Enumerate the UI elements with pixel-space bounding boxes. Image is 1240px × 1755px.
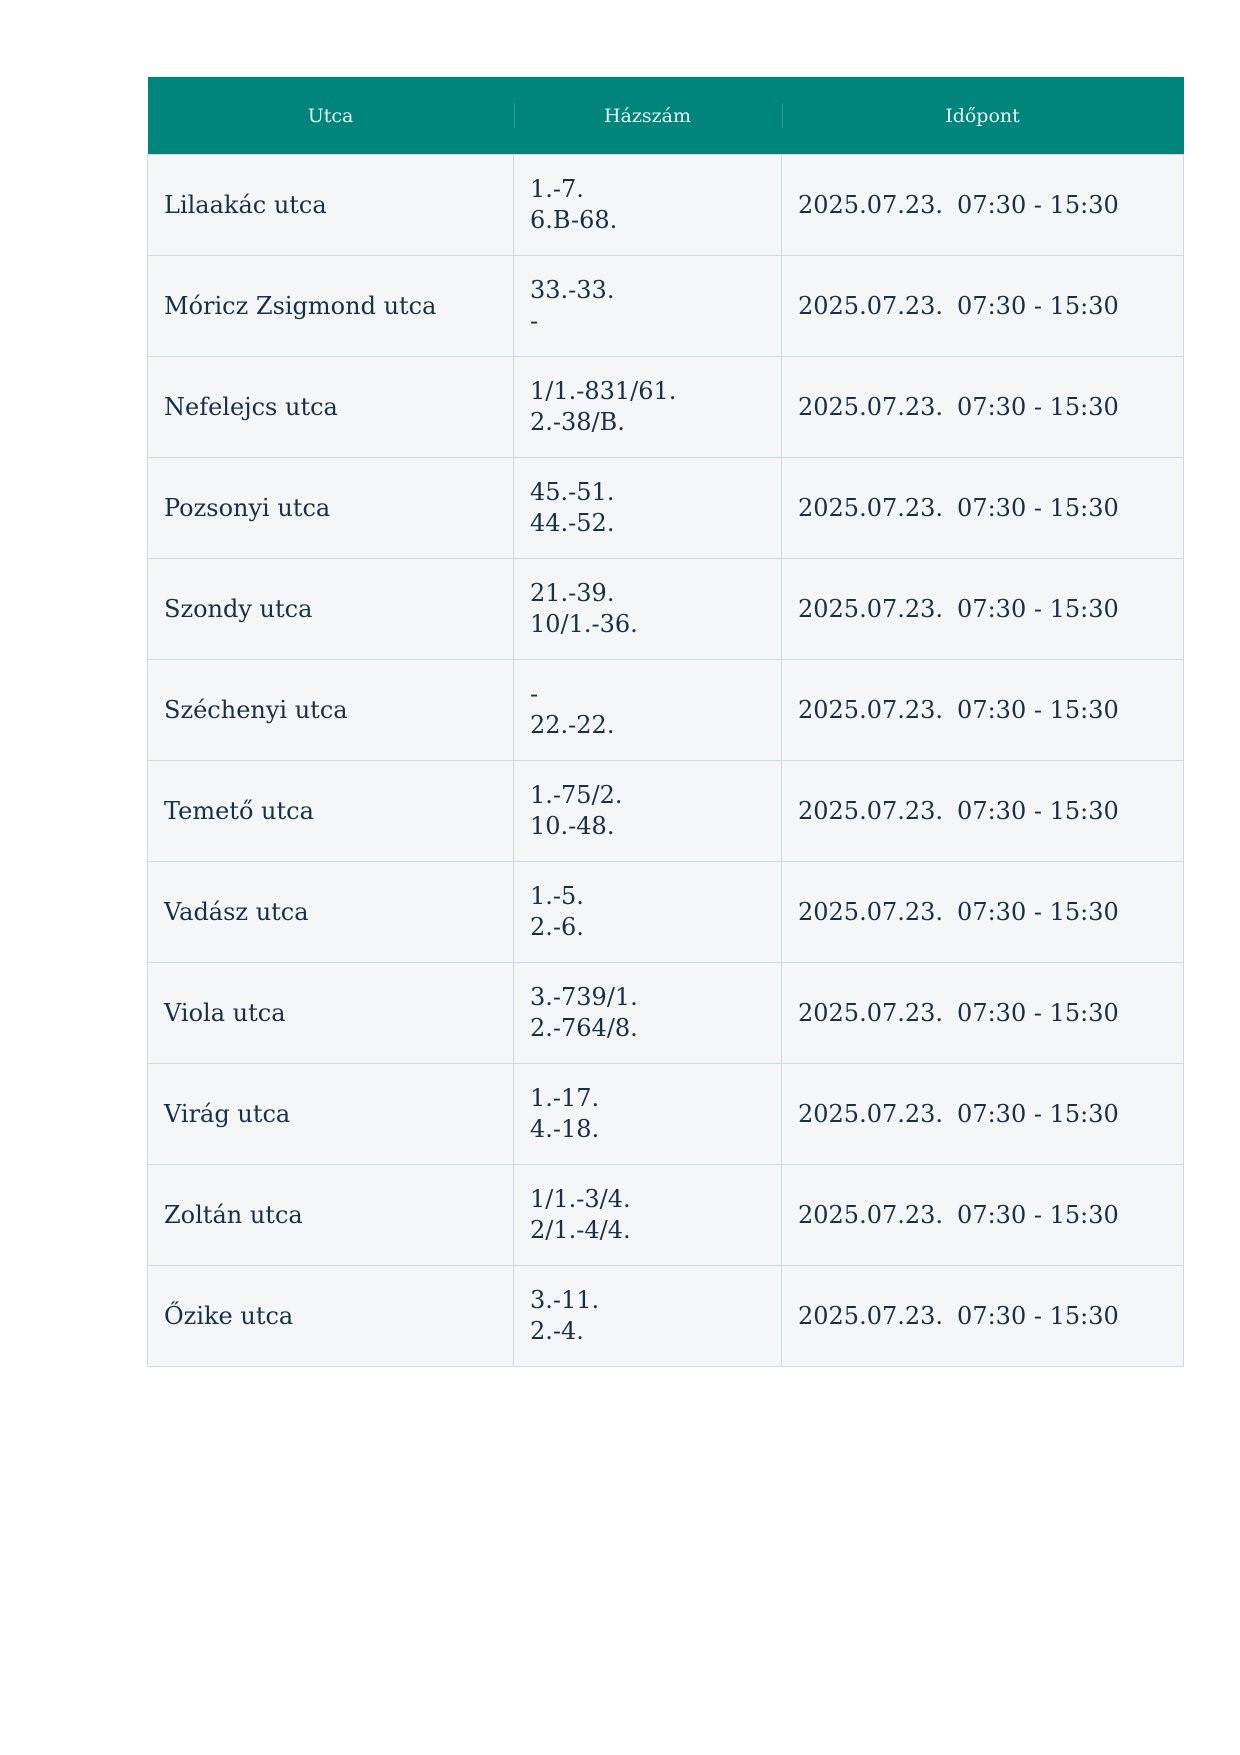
street-cell: Virág utca [148, 1064, 514, 1165]
house-number-cell [514, 357, 782, 458]
time-cell [782, 155, 1184, 256]
table-row [148, 559, 1184, 660]
table-row [148, 256, 1184, 357]
street-cell: Vadász utca [148, 862, 514, 963]
time-cell [782, 862, 1184, 963]
table-row [148, 458, 1184, 559]
house-number-range-odd: 3.-739/1. [530, 983, 638, 1011]
house-number-range-even: 2.-6. [530, 913, 584, 941]
street-cell: Móricz Zsigmond utca [148, 256, 514, 357]
time-cell [782, 761, 1184, 862]
outage-date: 2025.07.23. [798, 696, 944, 724]
outage-date: 2025.07.23. [798, 393, 944, 421]
outage-date: 2025.07.23. [798, 292, 944, 320]
street-cell: Őzike utca [148, 1266, 514, 1367]
schedule-sheet [147, 77, 1183, 1367]
outage-date: 2025.07.23. [798, 898, 944, 926]
header-row [148, 77, 1184, 155]
time-cell [782, 1165, 1184, 1266]
house-number-range-odd: 1.-7. [530, 175, 584, 203]
outage-date: 2025.07.23. [798, 494, 944, 522]
house-number-range-odd: 33.-33. [530, 276, 615, 304]
house-number-range-even: 2/1.-4/4. [530, 1216, 631, 1244]
outage-date: 2025.07.23. [798, 191, 944, 219]
table-row [148, 357, 1184, 458]
table-body [148, 155, 1184, 1367]
time-cell [782, 1266, 1184, 1367]
street-cell: Széchenyi utca [148, 660, 514, 761]
street-cell: Nefelejcs utca [148, 357, 514, 458]
table-row [148, 761, 1184, 862]
house-number-range-odd: 1.-5. [530, 882, 584, 910]
house-number-cell [514, 862, 782, 963]
outage-date: 2025.07.23. [798, 1201, 944, 1229]
house-number-range-even: 10/1.-36. [530, 610, 638, 638]
house-number-range-even: 22.-22. [530, 711, 615, 739]
table-row [148, 660, 1184, 761]
house-number-range-even: 2.-4. [530, 1317, 584, 1345]
outage-hours: 07:30 - 15:30 [957, 393, 1119, 421]
outage-date: 2025.07.23. [798, 595, 944, 623]
house-number-range-odd: 45.-51. [530, 478, 615, 506]
outage-hours: 07:30 - 15:30 [957, 797, 1119, 825]
street-cell: Temető utca [148, 761, 514, 862]
outage-hours: 07:30 - 15:30 [957, 898, 1119, 926]
house-number-range-odd: 3.-11. [530, 1286, 600, 1314]
house-number-range-even: - [530, 307, 539, 335]
table-row [148, 1266, 1184, 1367]
house-number-range-even: 2.-764/8. [530, 1014, 638, 1042]
outage-hours: 07:30 - 15:30 [957, 191, 1119, 219]
street-cell: Zoltán utca [148, 1165, 514, 1266]
table-row [148, 963, 1184, 1064]
house-number-range-even: 2.-38/B. [530, 408, 625, 436]
house-number-cell [514, 963, 782, 1064]
outage-date: 2025.07.23. [798, 797, 944, 825]
time-cell [782, 963, 1184, 1064]
street-cell: Szondy utca [148, 559, 514, 660]
street-cell: Pozsonyi utca [148, 458, 514, 559]
outage-hours: 07:30 - 15:30 [957, 696, 1119, 724]
house-number-range-odd: 1/1.-3/4. [530, 1185, 631, 1213]
house-number-cell [514, 1165, 782, 1266]
house-number-cell [514, 660, 782, 761]
house-number-cell [514, 155, 782, 256]
house-number-range-even: 10.-48. [530, 812, 615, 840]
time-cell [782, 256, 1184, 357]
house-number-range-even: 6.B-68. [530, 206, 618, 234]
column-header-street: Utca [148, 77, 514, 155]
street-cell: Lilaakác utca [148, 155, 514, 256]
table-header [148, 77, 1184, 155]
house-number-cell [514, 1064, 782, 1165]
house-number-cell [514, 761, 782, 862]
time-cell [782, 559, 1184, 660]
house-number-cell [514, 256, 782, 357]
house-number-range-even: 4.-18. [530, 1115, 600, 1143]
outage-hours: 07:30 - 15:30 [957, 1100, 1119, 1128]
house-number-cell [514, 559, 782, 660]
house-number-range-even: 44.-52. [530, 509, 615, 537]
outage-hours: 07:30 - 15:30 [957, 1201, 1119, 1229]
house-number-range-odd: - [530, 680, 539, 708]
outage-hours: 07:30 - 15:30 [957, 999, 1119, 1027]
time-cell [782, 660, 1184, 761]
column-header-house-number: Házszám [514, 77, 782, 155]
house-number-cell [514, 458, 782, 559]
outage-schedule-table [147, 77, 1184, 1367]
outage-hours: 07:30 - 15:30 [957, 292, 1119, 320]
outage-date: 2025.07.23. [798, 999, 944, 1027]
column-header-time: Időpont [782, 77, 1184, 155]
outage-hours: 07:30 - 15:30 [957, 494, 1119, 522]
house-number-range-odd: 1.-17. [530, 1084, 600, 1112]
time-cell [782, 357, 1184, 458]
time-cell [782, 1064, 1184, 1165]
table-row [148, 862, 1184, 963]
outage-hours: 07:30 - 15:30 [957, 1302, 1119, 1330]
house-number-range-odd: 1/1.-831/61. [530, 377, 677, 405]
outage-date: 2025.07.23. [798, 1100, 944, 1128]
house-number-cell [514, 1266, 782, 1367]
outage-date: 2025.07.23. [798, 1302, 944, 1330]
table-row [148, 1165, 1184, 1266]
table-row [148, 1064, 1184, 1165]
table-row [148, 155, 1184, 256]
house-number-range-odd: 21.-39. [530, 579, 615, 607]
house-number-range-odd: 1.-75/2. [530, 781, 623, 809]
street-cell: Viola utca [148, 963, 514, 1064]
outage-hours: 07:30 - 15:30 [957, 595, 1119, 623]
time-cell [782, 458, 1184, 559]
